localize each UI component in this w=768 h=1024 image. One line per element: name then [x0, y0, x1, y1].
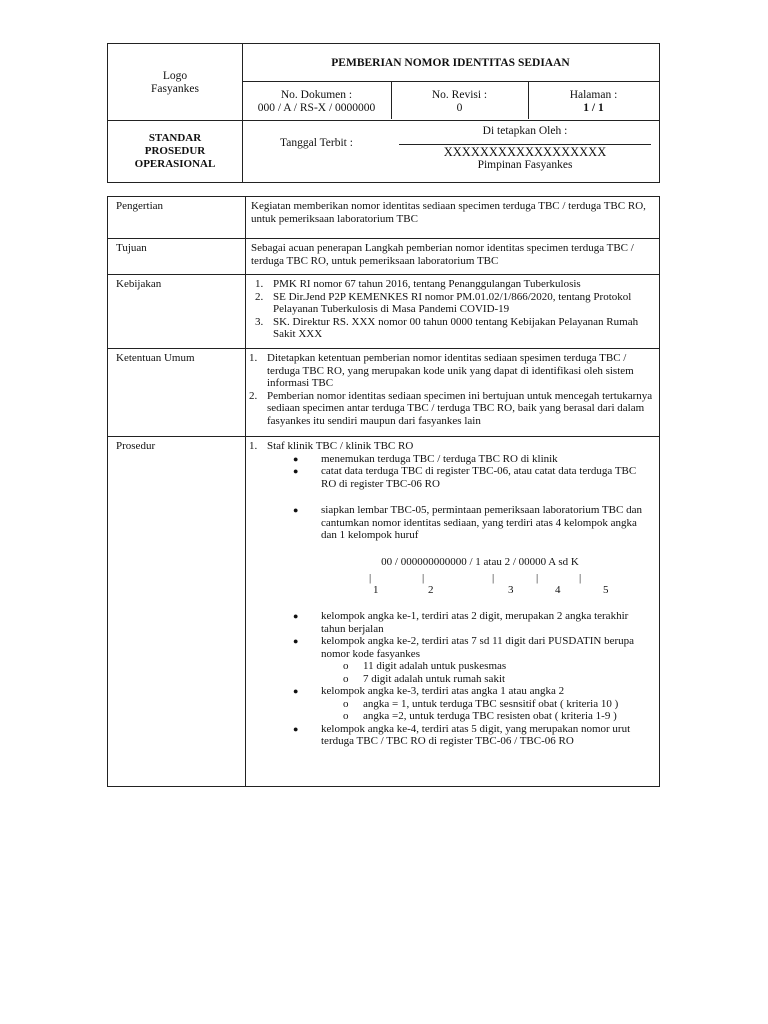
section-label: Tujuan — [108, 239, 246, 275]
revision-number: No. Revisi : 0 — [431, 89, 488, 114]
logo-placeholder: Logo Fasyankes — [151, 70, 199, 95]
sop-body-table — [107, 196, 660, 787]
list-item: ● kelompok angka ke-2, terdiri atas 7 sd 11 digit dari PUSDATIN berupa nomor kode fasyankes — [293, 635, 635, 660]
sop-label: STANDAR PROSEDUR OPERASIONAL — [134, 132, 216, 170]
section-label: Ketentuan Umum — [108, 349, 246, 437]
list-item: ● siapkan lembar TBC-05, permintaan pemeriksaan laboratorium TBC dan cantumkan nomor identitas sediaan, yang terdiri atas 4 kelompok angka dan 1 kelompok huruf — [293, 504, 642, 541]
section-label: Pengertian — [108, 197, 246, 239]
row-ketentuan-umum — [108, 349, 660, 437]
list-item: ● kelompok angka ke-4, terdiri atas 5 digit, yang merupakan nomor urut terduga TBC / TBC RO di register TBC-06 / TBC-06 RO — [293, 722, 631, 747]
row-prosedur — [108, 437, 660, 787]
id-code-group-markers: | 1 | 2 | 3 | 4 | 5 — [369, 572, 609, 596]
row-pengertian — [108, 197, 660, 239]
page-number: Halaman : 1 / 1 — [569, 89, 618, 114]
list-item: 1. Ditetapkan ketentuan pemberian nomor identitas sediaan spesimen terduga TBC / terduga TBC RO, yang merupakan kode unik yang dapat di identifikasi oleh sistem informasi TBC — [249, 352, 634, 389]
list-item: 2. Pemberian nomor identitas sediaan specimen ini bertujuan untuk mencegah tertukarnya sediaan specimen antar terduga TBC / terduga TBC RO, baik yang berasal dari dalam fasyankes itu sendiri maupun dari fasyankes lain — [249, 389, 653, 427]
row-tujuan — [108, 239, 660, 275]
list-item: ● menemukan terduga TBC / terduga TBC RO di klinik — [293, 452, 558, 465]
list-item: 1. PMK RI nomor 67 tahun 2016, tentang Penanggulangan Tuberkulosis — [255, 278, 581, 290]
section-list — [246, 275, 660, 349]
header-table — [107, 43, 660, 183]
section-text: Kegiatan memberikan nomor identitas sediaan specimen terduga TBC / terduga TBC RO, untuk pemeriksaan laboratorium TBC — [246, 197, 660, 239]
section-text: Sebagai acuan penerapan Langkah pemberian nomor identitas specimen terduga TBC / terduga TBC RO, untuk pemeriksaan laboratorium TBC — [246, 239, 660, 275]
section-procedure — [246, 437, 660, 787]
list-item: o angka =2, untuk terduga TBC resisten obat ( kriteria 1-9 ) — [343, 710, 617, 722]
header-divider — [242, 81, 659, 82]
list-item: 2. SE Dir.Jend P2P KEMENKES RI nomor PM.01.02/1/866/2020, tentang Protokol Pelayanan Tuberkulosis di Masa Pandemi COVID-19 — [255, 290, 632, 315]
group-marker: 4 — [555, 584, 561, 596]
approval-block: Di tetapkan Oleh : XXXXXXXXXXXXXXXXXX Pimpinan Fasyankes — [391, 125, 659, 172]
group-marker: 2 — [428, 584, 434, 596]
list-item: ● kelompok angka ke-3, terdiri atas angka 1 atau angka 2 — [293, 685, 565, 697]
list-item: 3. SK. Direktur RS. XXX nomor 00 tahun 0000 tentang Kebijakan Pelayanan Rumah Sakit XXX — [255, 315, 639, 340]
issue-date-label: Tanggal Terbit : — [280, 137, 353, 149]
list-item: ● kelompok angka ke-1, terdiri atas 2 digit, merupakan 2 angka terakhir tahun berjalan — [293, 610, 629, 635]
group-marker: 1 — [373, 584, 379, 596]
signature-line: XXXXXXXXXXXXXXXXXX — [399, 144, 651, 159]
document-number: No. Dokumen : 000 / A / RS-X / 0000000 — [257, 89, 376, 114]
row-kebijakan — [108, 275, 660, 349]
list-item: ● catat data terduga TBC di register TBC-06, atau catat data terduga TBC RO di register TBC-06 RO — [293, 465, 637, 490]
list-item: 1. Staf klinik TBC / klinik TBC RO — [249, 440, 414, 452]
group-marker: 5 — [603, 584, 609, 596]
list-item: o angka = 1, untuk terduga TBC sesnsitif obat ( kriteria 10 ) — [343, 697, 619, 710]
section-label: Prosedur — [108, 437, 246, 787]
id-code-format: 00 / 000000000000 / 1 atau 2 / 00000 A sd K — [381, 555, 579, 568]
group-marker: 3 — [508, 584, 514, 596]
section-label: Kebijakan — [108, 275, 246, 349]
section-list — [246, 349, 660, 437]
header-divider — [108, 120, 659, 121]
document-title: PEMBERIAN NOMOR IDENTITAS SEDIAAN — [331, 57, 570, 69]
list-item: o 11 digit adalah untuk puskesmas — [343, 660, 507, 672]
list-item: o 7 digit adalah untuk rumah sakit — [343, 672, 506, 685]
